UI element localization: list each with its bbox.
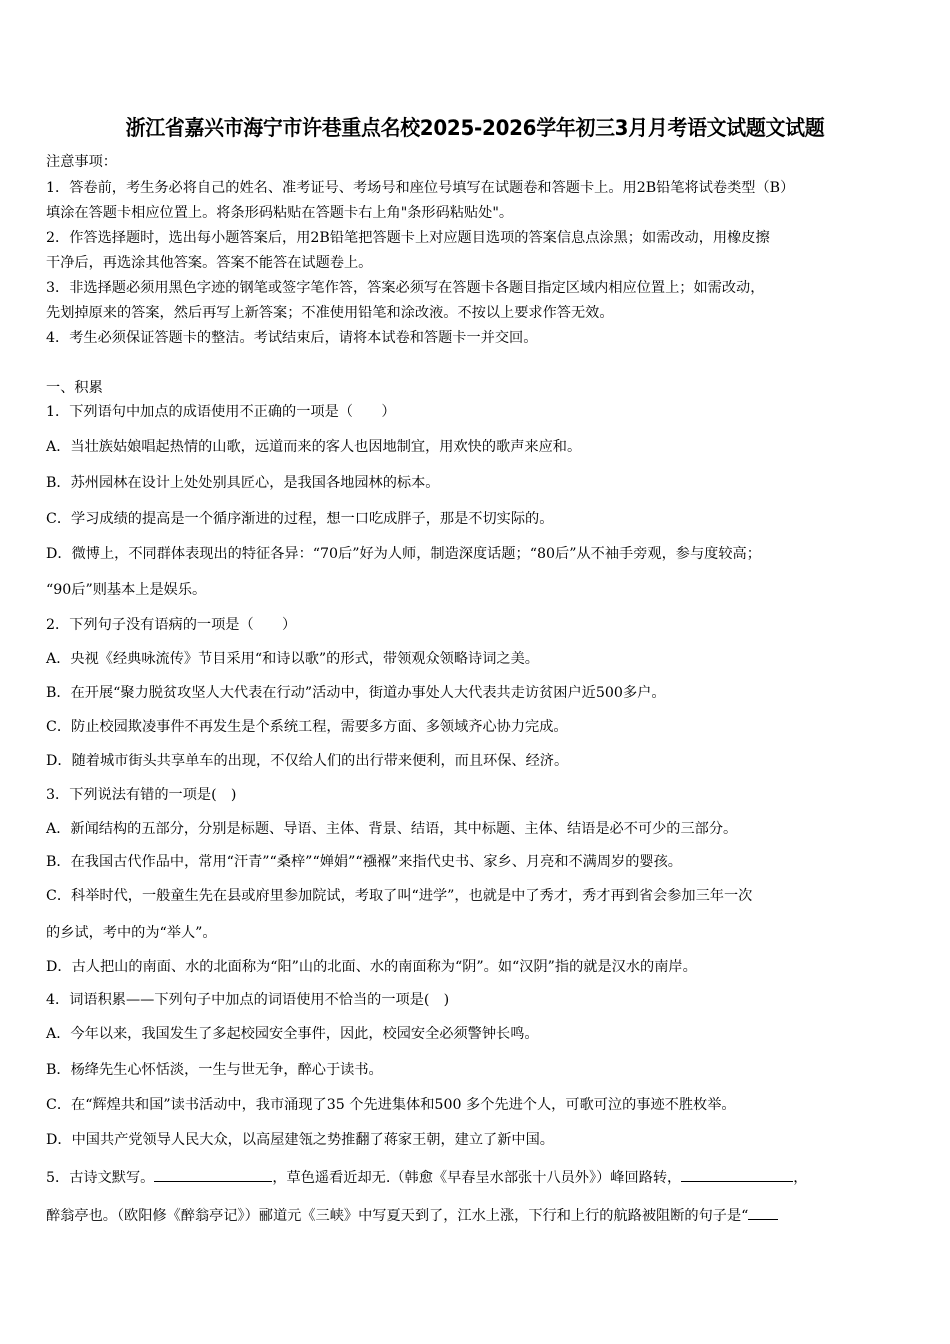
option-d: D．中国共产党领导人民大众，以高屋建瓴之势推翻了蒋家王朝，建立了新中国。 [46, 1132, 554, 1148]
notice-line: 1．答卷前，考生务必将自己的姓名、准考证号、考场号和座位号填写在试题卷和答题卡上。用2B铅笔将试卷类型（B） [46, 180, 795, 196]
question-text: ，草色遥看近却无.（韩愈《早春呈水部张十八员外》）峰回路转， [272, 1170, 682, 1186]
option-c: C．学习成绩的提高是一个循序渐进的过程，想一口吃成胖子，那是不切实际的。 [46, 511, 554, 527]
option-a: A．当壮族姑娘唱起热情的山歌，远道而来的客人也因地制宜，用欢快的歌声来应和。 [46, 439, 582, 455]
section-heading: 一、积累 [46, 380, 103, 396]
notice-line: 填涂在答题卡相应位置上。将条形码粘贴在答题卡右上角"条形码粘贴处"。 [46, 205, 514, 221]
option-d: D．随着城市街头共享单车的出现，不仅给人们的出行带来便利，而且环保、经济。 [46, 753, 569, 769]
option-b: B．在我国古代作品中，常用“汗青”“桑梓”“婵娟”“襁褓”来指代史书、家乡、月亮和不满周岁的婴孩。 [46, 854, 682, 870]
option-b: B．苏州园林在设计上处处别具匠心，是我国各地园林的标本。 [46, 475, 440, 491]
option-a: A．央视《经典咏流传》节目采用“和诗以歌”的形式，带领观众领略诗词之美。 [46, 651, 539, 667]
option-a: A．新闻结构的五部分，分别是标题、导语、主体、背景、结语，其中标题、主体、结语是必不可少的三部分。 [46, 821, 738, 837]
question-5-line [46, 1167, 807, 1188]
question-stem: 1．下列语句中加点的成语使用不正确的一项是（ ） [46, 404, 396, 420]
option-d: D．古人把山的南面、水的北面称为“阳”山的北面、水的南面称为“阴”。如“汉阴”指的就是汉水的南岸。 [46, 959, 697, 975]
option-c: C．防止校园欺凌事件不再发生是个系统工程，需要多方面、多领域齐心协力完成。 [46, 719, 568, 735]
question-text: 醉翁亭也。（欧阳修《醉翁亭记》）郦道元《三峡》中写夏天到了，江水上涨，下行和上行的航路被阻断的句子是“ [46, 1208, 749, 1224]
option-c: C．科举时代，一般童生先在县或府里参加院试，考取了叫“进学”，也就是中了秀才，秀才再到省会参加三年一次 [46, 888, 753, 904]
notice-line: 先划掉原来的答案，然后再写上新答案；不准使用铅笔和涂改液。不按以上要求作答无效。 [46, 305, 614, 321]
question-stem: 3．下列说法有错的一项是( ) [46, 787, 237, 803]
option-c-continued: 的乡试，考中的为“举人”。 [46, 925, 217, 941]
answer-blank[interactable] [748, 1205, 778, 1220]
question-5-line [46, 1205, 778, 1226]
option-b: B．在开展“聚力脱贫攻坚人大代表在行动”活动中，街道办事处人大代表共走访贫困户近500多户。 [46, 685, 666, 701]
notice-line: 2．作答选择题时，选出每小题答案后，用2B铅笔把答题卡上对应题目选项的答案信息点涂黑；如需改动，用橡皮擦 [46, 230, 770, 246]
option-c: C．在“辉煌共和国”读书活动中，我市涌现了35 个先进集体和500 多个先进个人，可歌可泣的事迹不胜枚举。 [46, 1097, 736, 1113]
option-d-continued: “90后”则基本上是娱乐。 [46, 582, 207, 598]
page-title: 浙江省嘉兴市海宁市许巷重点名校2025-2026学年初三3月月考语文试题文试题 [125, 116, 825, 140]
option-a: A．今年以来，我国发生了多起校园安全事件，因此，校园安全必须警钟长鸣。 [46, 1026, 539, 1042]
notice-line: 4．考生必须保证答题卡的整洁。考试结束后，请将本试卷和答题卡一并交回。 [46, 330, 538, 346]
question-stem: 5．古诗文默写。 [46, 1170, 155, 1186]
option-d: D．微博上，不同群体表现出的特征各异：“70后”好为人师，制造深度话题；“80后”从不袖手旁观，参与度较高； [46, 546, 761, 562]
notice-line: 3．非选择题必须用黑色字迹的钢笔或签字笔作答，答案必须写在答题卡各题目指定区域内相应位置上；如需改动， [46, 280, 765, 296]
answer-blank[interactable] [154, 1167, 272, 1182]
notice-heading: 注意事项： [46, 154, 117, 170]
question-stem: 4．词语积累——下列句子中加点的词语使用不恰当的一项是( ) [46, 992, 450, 1008]
question-text: ， [793, 1170, 808, 1186]
option-b: B．杨绛先生心怀恬淡，一生与世无争，醉心于读书。 [46, 1062, 383, 1078]
answer-blank[interactable] [681, 1167, 793, 1182]
question-stem: 2．下列句子没有语病的一项是（ ） [46, 617, 297, 633]
notice-line: 干净后，再选涂其他答案。答案不能答在试题卷上。 [46, 255, 373, 271]
